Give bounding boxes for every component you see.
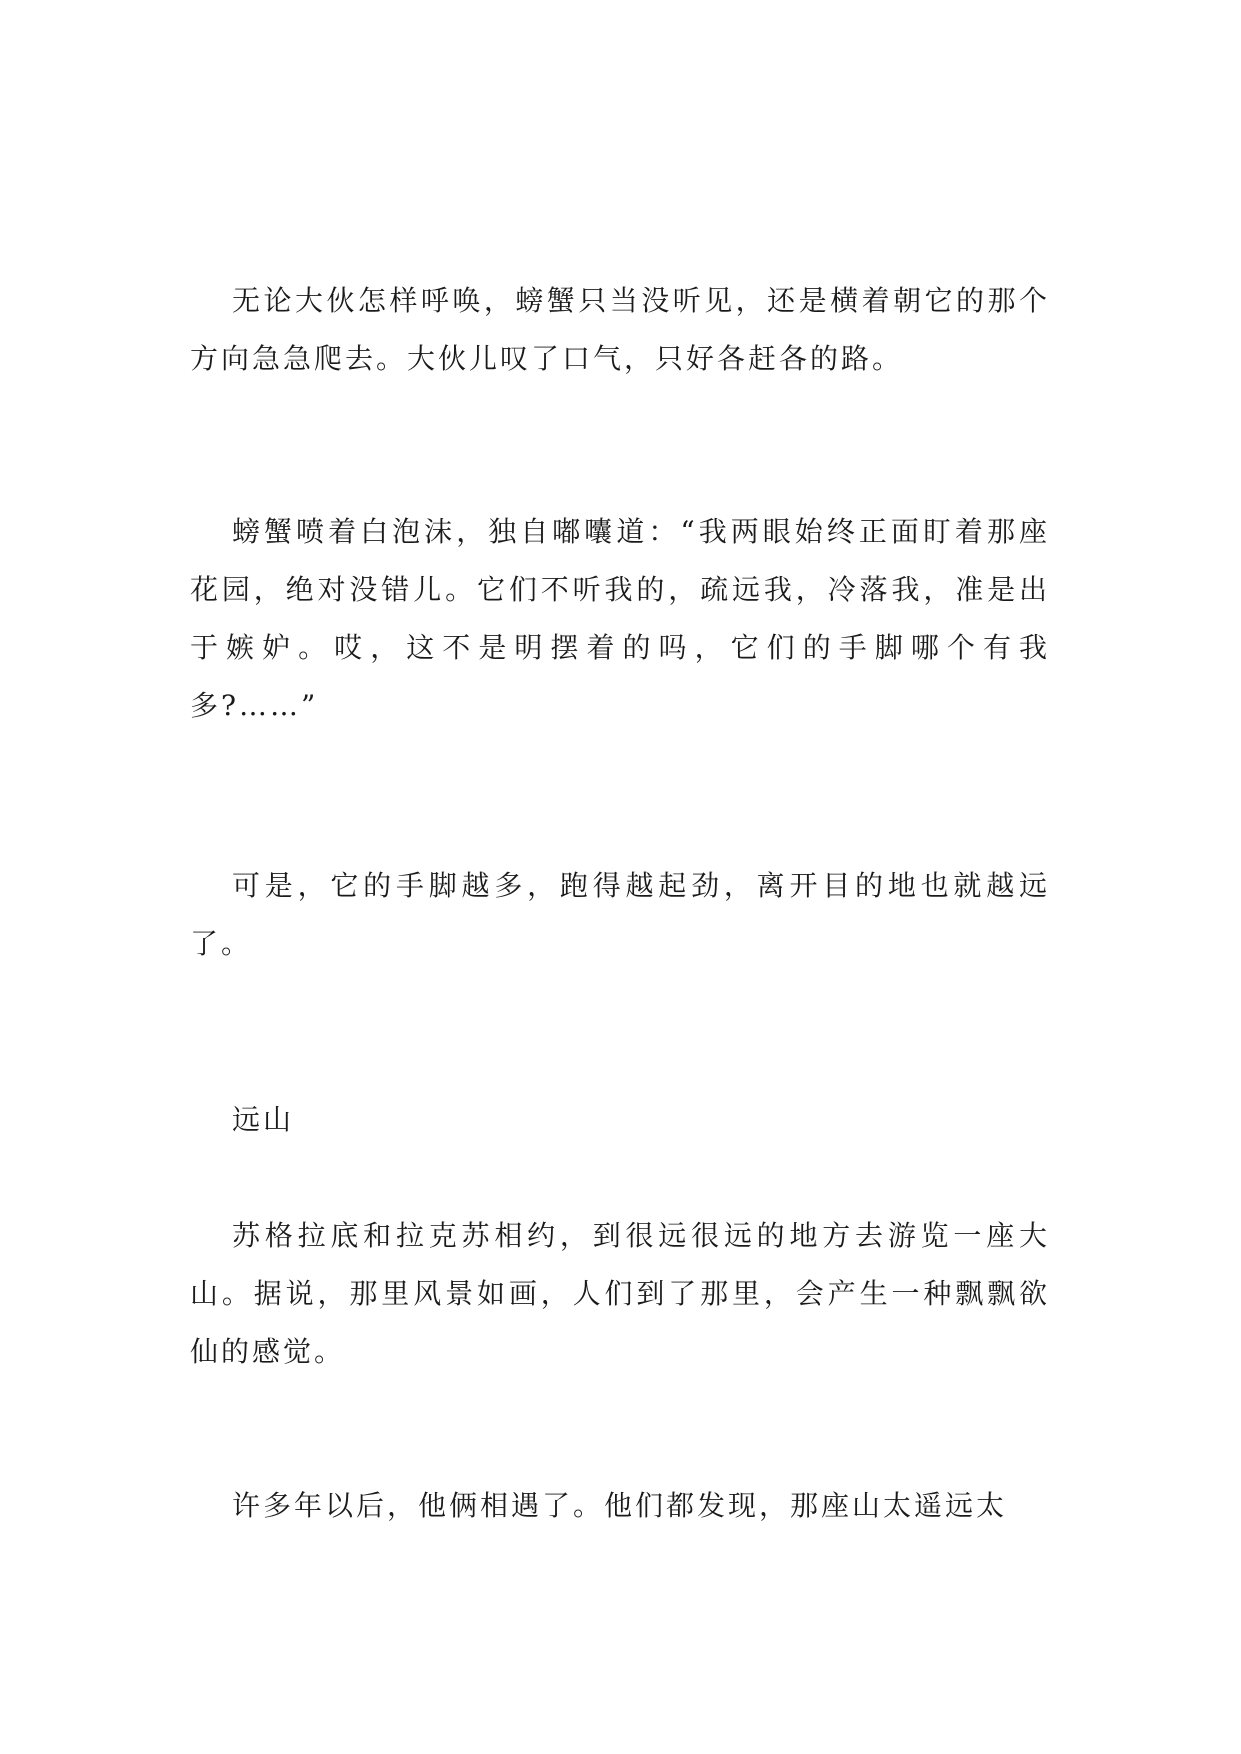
paragraph-crab-mutters: 螃蟹喷着白泡沫，独自嘟囔道：“我两眼始终正面盯着那座花园，绝对没错儿。它们不听我的，疏远我，冷落我，准是出于嫉妒。哎，这不是明摆着的吗，它们的手脚哪个有我多?……” xyxy=(190,515,1050,722)
paragraph-crab-runs-farther: 可是，它的手脚越多，跑得越起劲，离开目的地也就越远了。 xyxy=(190,869,1050,960)
paragraph-crab-ignores-calls: 无论大伙怎样呼唤，螃蟹只当没听见，还是横着朝它的那个方向急急爬去。大伙儿叹了口气，只好各赶各的路。 xyxy=(190,284,1050,375)
section-title-distant-mountain: 远山 xyxy=(232,1103,295,1136)
paragraph-socrates-journey: 苏格拉底和拉克苏相约，到很远很远的地方去游览一座大山。据说，那里风景如画，人们到了那里，会产生一种飘飘欲仙的感觉。 xyxy=(190,1219,1050,1368)
paragraph-years-later: 许多年以后，他俩相遇了。他们都发现，那座山太遥远太 xyxy=(232,1489,1008,1522)
